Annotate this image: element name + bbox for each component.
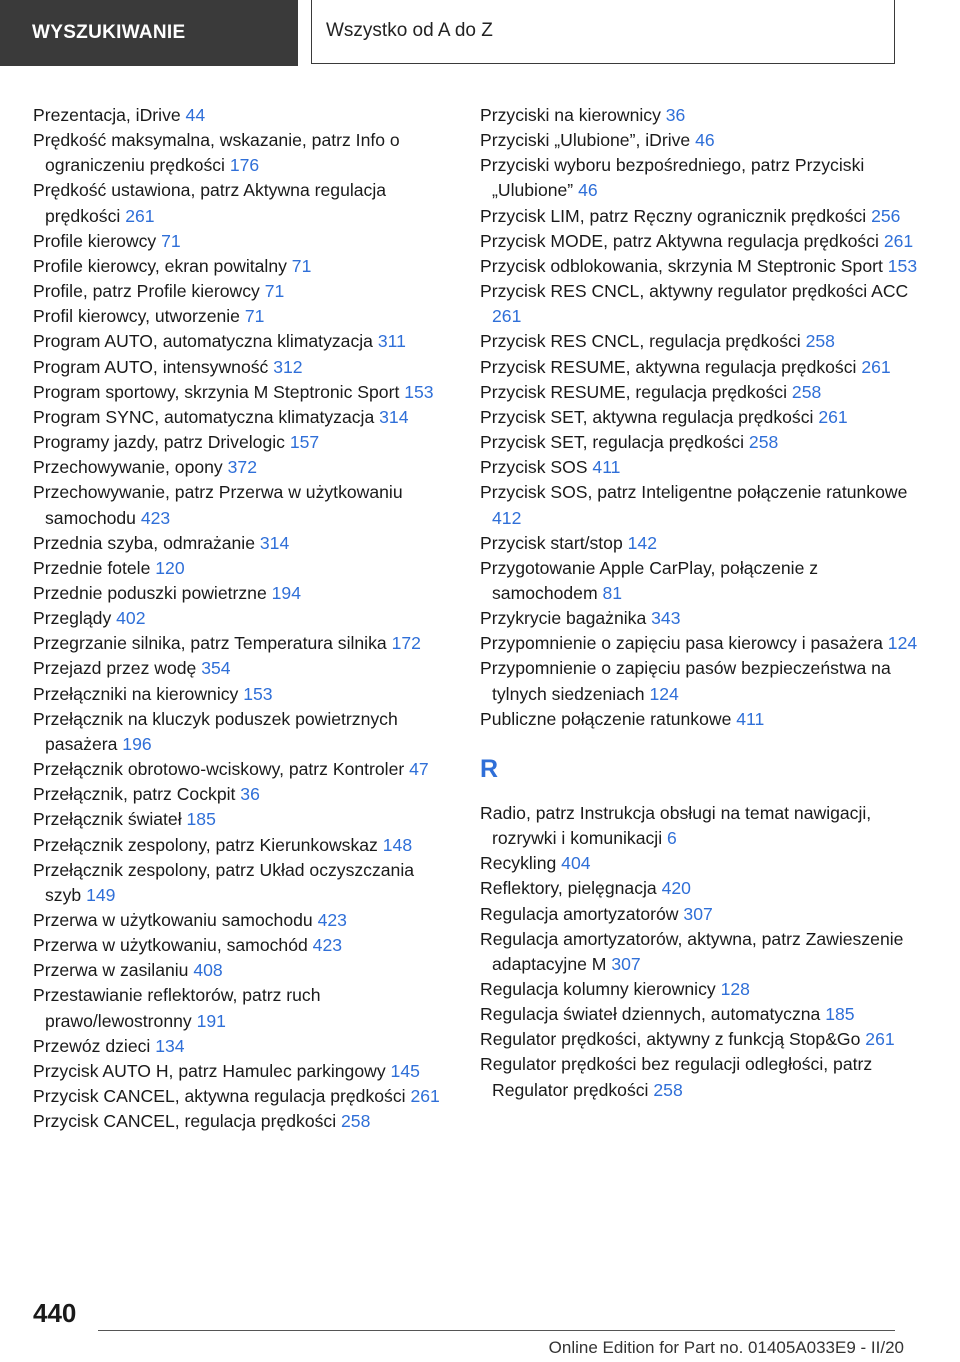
index-entry bbox=[33, 1059, 453, 1084]
index-entry-text: Przycisk RES CNCL, aktywny regulator prędkości ACC bbox=[480, 281, 909, 302]
index-entry-text: Przechowywanie, opony bbox=[33, 457, 223, 478]
index-entry-text: Przełącznik zespolony, patrz Kierunkowskaz bbox=[33, 834, 378, 855]
index-entry-text: Prędkość maksymalna, wskazanie, patrz Info o ograniczeniu prędkości bbox=[33, 130, 400, 176]
page-link[interactable]: 134 bbox=[155, 1035, 185, 1056]
index-entry-text: Regulacja świateł dziennych, automatyczna bbox=[480, 1004, 821, 1025]
index-entry-text: Przełącznik, patrz Cockpit bbox=[33, 784, 236, 805]
page-link[interactable]: 128 bbox=[720, 979, 750, 999]
index-entry bbox=[33, 380, 453, 405]
index-entry bbox=[33, 1084, 453, 1109]
page-link[interactable]: 261 bbox=[861, 356, 891, 377]
index-entry bbox=[33, 103, 453, 128]
page-link[interactable]: 307 bbox=[611, 953, 641, 974]
section-letter: R bbox=[480, 754, 499, 783]
index-entry bbox=[33, 531, 453, 556]
page-link[interactable]: 307 bbox=[683, 903, 713, 924]
page-link[interactable]: 258 bbox=[341, 1111, 371, 1132]
index-column-left bbox=[33, 103, 453, 1134]
page-link[interactable]: 423 bbox=[312, 935, 343, 956]
index-entry bbox=[480, 153, 920, 203]
index-entry bbox=[33, 958, 453, 983]
page-link[interactable]: 71 bbox=[244, 306, 265, 327]
index-entry bbox=[480, 1027, 920, 1052]
index-entry bbox=[33, 682, 453, 707]
page-link[interactable]: 185 bbox=[186, 809, 216, 830]
index-entry-text: Przyciski wyboru bezpośredniego, patrz Przyciski „Ulubione” bbox=[480, 155, 865, 201]
index-entry bbox=[33, 556, 453, 581]
page-link[interactable]: 411 bbox=[736, 708, 765, 729]
index-group-r bbox=[480, 801, 920, 1103]
index-entry-text: Regulator prędkości bez regulacji odległości, patrz Regulator prędkości bbox=[480, 1054, 873, 1100]
index-entry-text: Przycisk RESUME, aktywna regulacja prędkości bbox=[480, 356, 857, 377]
index-entry bbox=[33, 807, 453, 832]
page-heading: Wszystko od A do Z bbox=[311, 0, 895, 64]
index-entry-text: Radio, patrz Instrukcja obsługi na temat nawigacji, rozrywki i komunikacji bbox=[480, 802, 872, 849]
index-entry-text: Przyciski „Ulubione”, iDrive bbox=[480, 130, 691, 151]
footer-text: Online Edition for Part no. 01405A033E9 - II/20 bbox=[548, 1338, 904, 1357]
index-entry-text: Przycisk SET, regulacja prędkości bbox=[480, 432, 745, 453]
index-entry bbox=[480, 1002, 920, 1027]
index-entry-text: Przestawianie reflektorów, patrz ruch prawo/lewostronny bbox=[33, 985, 321, 1031]
page-link[interactable]: 412 bbox=[492, 507, 522, 528]
page-link[interactable]: 44 bbox=[185, 105, 206, 125]
page-link[interactable]: 402 bbox=[116, 608, 146, 629]
index-entry-text: Przegrzanie silnika, patrz Temperatura silnika bbox=[33, 633, 387, 654]
page-link[interactable]: 36 bbox=[665, 105, 686, 125]
page-link[interactable]: 124 bbox=[649, 683, 679, 704]
index-entry-text: Przednia szyba, odmrażanie bbox=[33, 532, 255, 553]
page-link[interactable]: 142 bbox=[627, 532, 657, 553]
page-link[interactable]: 261 bbox=[125, 205, 155, 226]
page-link[interactable]: 314 bbox=[379, 406, 409, 427]
index-entry bbox=[33, 279, 453, 304]
index-entry bbox=[33, 606, 453, 631]
index-entry-text: Przycisk CANCEL, aktywna regulacja prędkości bbox=[33, 1086, 406, 1107]
index-entry bbox=[480, 204, 920, 229]
page-link[interactable]: 47 bbox=[409, 759, 429, 780]
index-entry bbox=[480, 430, 920, 455]
index-entry bbox=[33, 254, 453, 279]
page-link[interactable]: 404 bbox=[561, 853, 591, 874]
page-link[interactable]: 372 bbox=[227, 457, 257, 478]
page-link[interactable]: 343 bbox=[651, 608, 681, 629]
index-entry-text: Reflektory, pielęgnacja bbox=[480, 878, 657, 899]
index-entry bbox=[480, 631, 920, 656]
index-entry-text: Prędkość ustawiona, patrz Aktywna regulacja prędkości bbox=[33, 180, 387, 226]
index-entry bbox=[33, 355, 453, 380]
index-entry bbox=[480, 927, 920, 977]
index-entry bbox=[480, 707, 920, 732]
index-entry-text: Przycisk odblokowania, skrzynia M Steptronic Sport bbox=[480, 255, 883, 276]
index-entry bbox=[33, 631, 453, 656]
index-entry-text: Profile kierowcy, ekran powitalny bbox=[33, 255, 287, 276]
index-entry-text: Przełącznik świateł bbox=[33, 809, 182, 830]
page-link[interactable]: 261 bbox=[410, 1086, 440, 1107]
index-entry bbox=[33, 329, 453, 354]
index-entry bbox=[480, 606, 920, 631]
page-link[interactable]: 172 bbox=[391, 633, 421, 654]
page-link[interactable]: 124 bbox=[887, 633, 918, 654]
index-entry-text: Przypomnienie o zapięciu pasów bezpieczeństwa na tylnych siedzeniach bbox=[480, 658, 891, 704]
index-entry-text: Przednie fotele bbox=[33, 557, 151, 578]
page-link[interactable]: 46 bbox=[695, 130, 715, 151]
page-link[interactable]: 157 bbox=[289, 432, 320, 453]
index-entry-text: Program AUTO, automatyczna klimatyzacja bbox=[33, 331, 373, 352]
index-entry-text: Publiczne połączenie ratunkowe bbox=[480, 708, 732, 729]
index-entry bbox=[480, 254, 920, 279]
index-entry-text: Przycisk CANCEL, regulacja prędkości bbox=[33, 1111, 337, 1132]
index-entry bbox=[480, 480, 920, 530]
index-entry-text: Przycisk SOS bbox=[480, 457, 588, 478]
page-link[interactable]: 261 bbox=[818, 406, 848, 427]
page-link[interactable]: 153 bbox=[887, 255, 918, 276]
index-entry bbox=[33, 983, 453, 1033]
index-entry bbox=[480, 355, 920, 380]
page-link[interactable]: 191 bbox=[196, 1010, 226, 1031]
page-link[interactable]: 261 bbox=[883, 230, 914, 251]
index-entry bbox=[480, 656, 920, 706]
page-link[interactable]: 314 bbox=[259, 532, 290, 553]
index-entry-text: Regulator prędkości, aktywny z funkcją Stop&Go bbox=[480, 1029, 861, 1050]
index-entry bbox=[480, 1052, 920, 1102]
index-entry-text: Regulacja kolumny kierownicy bbox=[480, 979, 716, 999]
index-entry bbox=[480, 876, 920, 901]
page-link[interactable]: 46 bbox=[578, 180, 598, 201]
index-entry bbox=[33, 1034, 453, 1059]
index-entry bbox=[480, 556, 920, 606]
page-link[interactable]: 423 bbox=[317, 910, 347, 930]
index-entry-text: Program SYNC, automatyczna klimatyzacja bbox=[33, 406, 375, 427]
index-entry-text: Przerwa w użytkowaniu samochodu bbox=[33, 910, 313, 930]
header-bar bbox=[0, 0, 895, 66]
index-entry bbox=[33, 455, 453, 480]
index-entry-text: Przypomnienie o zapięciu pasa kierowcy i pasażera bbox=[480, 633, 883, 654]
index-entry bbox=[33, 833, 453, 858]
index-entry-text: Przycisk SOS, patrz Inteligentne połączenie ratunkowe bbox=[480, 482, 908, 503]
page-link[interactable]: 261 bbox=[865, 1029, 895, 1050]
index-entry bbox=[33, 128, 453, 178]
page-link[interactable]: 6 bbox=[667, 828, 677, 849]
index-entry bbox=[33, 178, 453, 228]
index-entry-text: Przewóz dzieci bbox=[33, 1035, 151, 1056]
index-entry-text: Przejazd przez wodę bbox=[33, 658, 197, 679]
index-entry bbox=[33, 229, 453, 254]
page-link[interactable]: 71 bbox=[291, 255, 312, 276]
index-entry-text: Profil kierowcy, utworzenie bbox=[33, 306, 240, 327]
index-entry bbox=[480, 405, 920, 430]
page-link[interactable]: 258 bbox=[791, 381, 822, 402]
index-entry-text: Przyciski na kierownicy bbox=[480, 105, 661, 125]
footer-divider bbox=[98, 1330, 895, 1331]
index-entry-text: Przycisk RES CNCL, regulacja prędkości bbox=[480, 331, 801, 352]
index-entry bbox=[33, 480, 453, 530]
page-link[interactable]: 153 bbox=[243, 683, 273, 704]
page-link[interactable]: 411 bbox=[592, 457, 621, 478]
index-entry bbox=[480, 103, 920, 128]
page-link[interactable]: 194 bbox=[271, 582, 301, 603]
index-entry bbox=[33, 656, 453, 681]
index-entry bbox=[33, 304, 453, 329]
page-link[interactable]: 185 bbox=[825, 1004, 855, 1025]
page-link[interactable]: 71 bbox=[161, 230, 181, 251]
index-entry-text: Przycisk LIM, patrz Ręczny ogranicznik prędkości bbox=[480, 205, 867, 226]
index-entry-text: Przykrycie bagażnika bbox=[480, 608, 647, 629]
index-entry-text: Profile kierowcy bbox=[33, 230, 157, 251]
index-entry bbox=[33, 858, 453, 908]
page-link[interactable]: 311 bbox=[377, 331, 406, 352]
index-entry-text: Przycisk AUTO H, patrz Hamulec parkingowy bbox=[33, 1060, 386, 1081]
page-number: 440 bbox=[33, 1298, 77, 1328]
index-entry bbox=[33, 908, 453, 933]
page-link[interactable]: 423 bbox=[140, 507, 171, 528]
index-entry-text: Przygotowanie Apple CarPlay, połączenie z samochodem bbox=[480, 557, 819, 603]
page-link[interactable]: 149 bbox=[86, 884, 116, 905]
index-group-p bbox=[480, 103, 920, 732]
index-entry-text: Przycisk start/stop bbox=[480, 532, 623, 553]
index-entry-text: Programy jazdy, patrz Drivelogic bbox=[33, 432, 285, 453]
page-link[interactable]: 153 bbox=[404, 381, 434, 402]
index-entry-text: Regulacja amortyzatorów bbox=[480, 903, 679, 924]
index-entry-text: Program sportowy, skrzynia M Steptronic Sport bbox=[33, 381, 400, 402]
index-entry bbox=[480, 380, 920, 405]
page-link[interactable]: 36 bbox=[240, 784, 260, 805]
page-link[interactable]: 145 bbox=[390, 1060, 420, 1081]
index-entry bbox=[480, 977, 920, 1002]
index-entry-text: Przednie poduszki powietrzne bbox=[33, 582, 267, 603]
page-link[interactable]: 81 bbox=[602, 582, 623, 603]
page-link[interactable]: 120 bbox=[155, 557, 185, 578]
page-link[interactable]: 258 bbox=[748, 432, 779, 453]
section-tab[interactable]: WYSZUKIWANIE bbox=[0, 0, 298, 66]
index-entry-text: Przełącznik obrotowo-wciskowy, patrz Kontroler bbox=[33, 759, 405, 780]
index-entry bbox=[33, 782, 453, 807]
index-entry-text: Program AUTO, intensywność bbox=[33, 356, 269, 377]
index-entry bbox=[33, 757, 453, 782]
page-link[interactable]: 258 bbox=[805, 331, 835, 352]
index-entry-text: Przełączniki na kierownicy bbox=[33, 683, 239, 704]
index-column-right bbox=[480, 103, 920, 1103]
page-link[interactable]: 71 bbox=[264, 281, 285, 302]
index-entry bbox=[480, 851, 920, 876]
index-entry-text: Przycisk SET, aktywna regulacja prędkości bbox=[480, 406, 814, 427]
index-entry-text: Przycisk RESUME, regulacja prędkości bbox=[480, 381, 788, 402]
index-entry-text: Regulacja amortyzatorów, aktywna, patrz Zawieszenie adaptacyjne M bbox=[480, 928, 904, 974]
index-entry bbox=[480, 329, 920, 354]
index-entry-text: Przechowywanie, patrz Przerwa w użytkowaniu samochodu bbox=[33, 482, 403, 528]
page-link[interactable]: 354 bbox=[201, 658, 231, 679]
index-entry-text: Przełącznik zespolony, patrz Układ oczyszczania szyb bbox=[33, 859, 415, 905]
index-entry-text: Przerwa w zasilaniu bbox=[33, 960, 189, 981]
page-link[interactable]: 312 bbox=[273, 356, 303, 377]
index-entry bbox=[480, 531, 920, 556]
page-link[interactable]: 261 bbox=[492, 306, 522, 327]
index-entry-text: Przełącznik na kluczyk poduszek powietrznych pasażera bbox=[33, 708, 398, 754]
index-entry bbox=[480, 455, 920, 480]
index-entry-text: Recykling bbox=[480, 853, 557, 874]
page-link[interactable]: 176 bbox=[229, 155, 260, 176]
index-entry bbox=[480, 801, 920, 851]
index-entry-text: Prezentacja, iDrive bbox=[33, 105, 181, 125]
page-link[interactable]: 196 bbox=[122, 733, 152, 754]
index-entry bbox=[33, 933, 453, 958]
index-entry bbox=[480, 229, 920, 254]
index-entry-text: Przeglądy bbox=[33, 608, 112, 629]
index-entry bbox=[480, 128, 920, 153]
page-link[interactable]: 256 bbox=[871, 205, 901, 226]
index-entry bbox=[33, 581, 453, 606]
page-link[interactable]: 258 bbox=[653, 1079, 683, 1100]
index-entry-text: Przycisk MODE, patrz Aktywna regulacja prędkości bbox=[480, 230, 879, 251]
index-entry-text: Profile, patrz Profile kierowcy bbox=[33, 281, 260, 302]
index-entry-text: Przerwa w użytkowaniu, samochód bbox=[33, 935, 308, 956]
page-link[interactable]: 148 bbox=[382, 834, 413, 855]
index-entry bbox=[33, 430, 453, 455]
page-link[interactable]: 408 bbox=[193, 960, 223, 981]
index-entry bbox=[33, 707, 453, 757]
index-entry bbox=[480, 279, 920, 329]
page-link[interactable]: 420 bbox=[661, 878, 691, 899]
index-entry bbox=[33, 1109, 453, 1134]
index-entry bbox=[33, 405, 453, 430]
index-entry bbox=[480, 902, 920, 927]
